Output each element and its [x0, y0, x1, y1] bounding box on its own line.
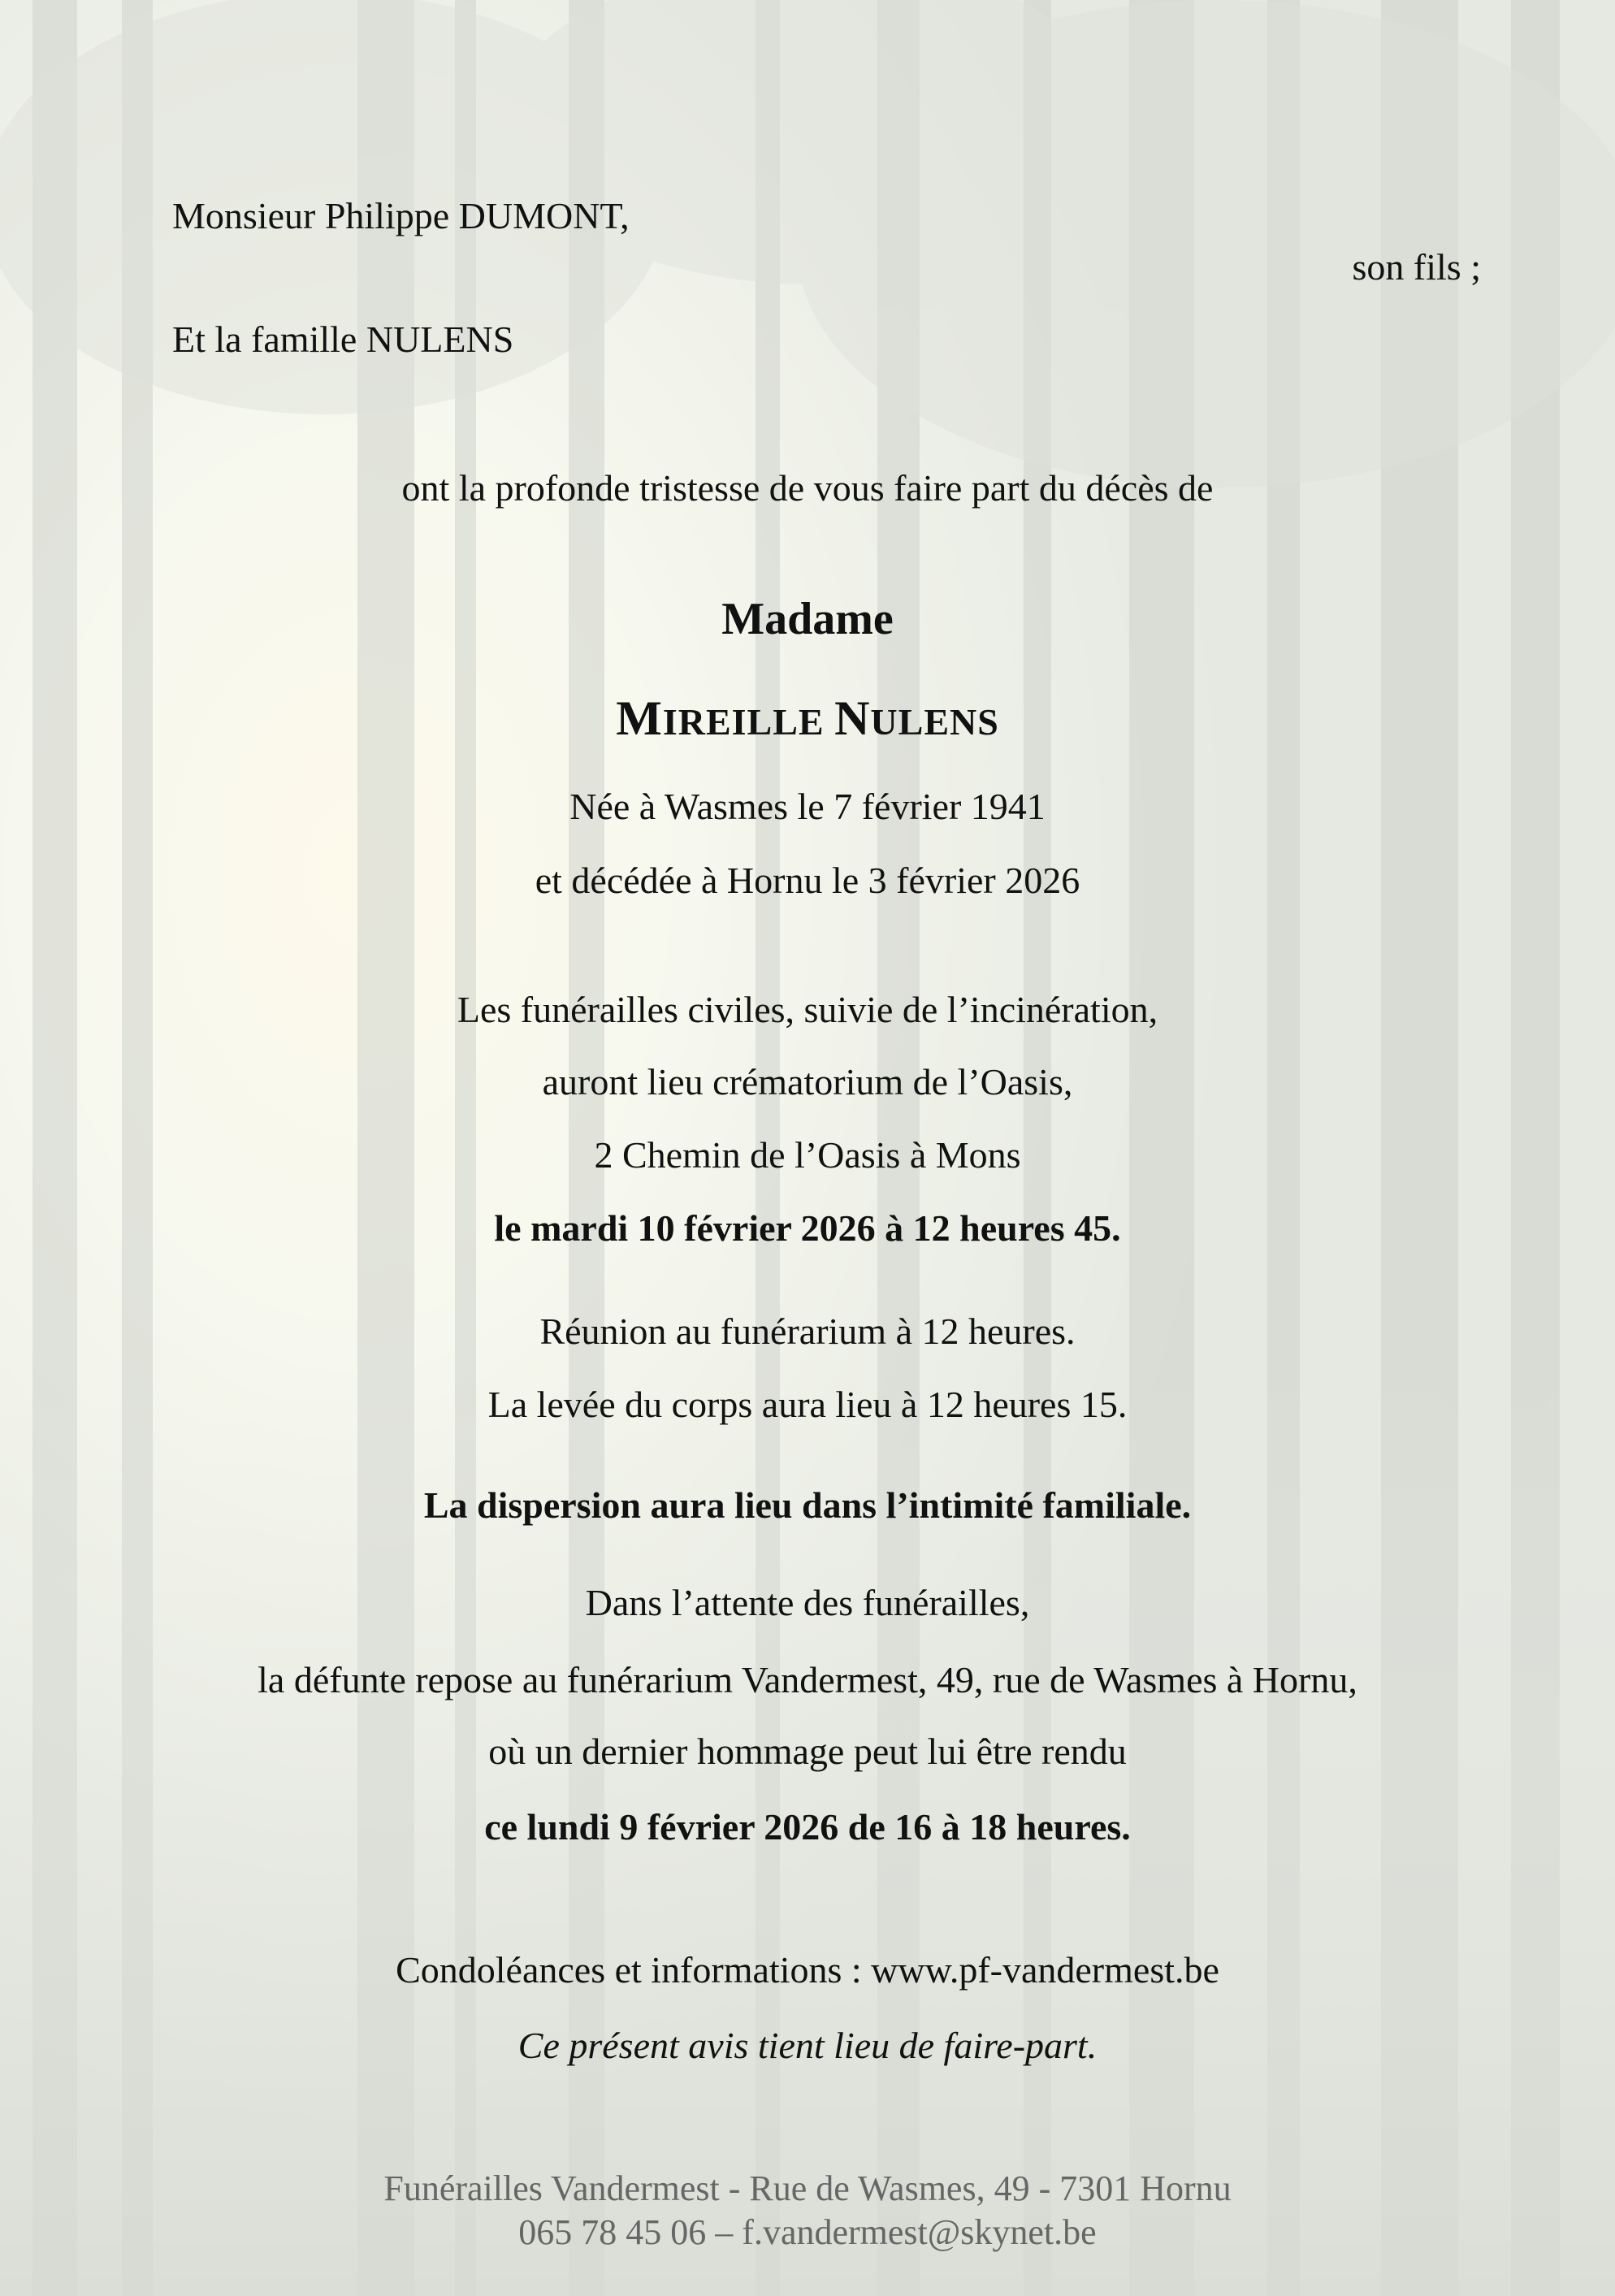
- meeting-line-1: Réunion au funérarium à 12 heures.: [539, 1310, 1076, 1352]
- meeting-line-2: La levée du corps aura lieu à 12 heures 15.: [487, 1384, 1128, 1425]
- dispersion-notice: La dispersion aura lieu dans l’intimité familiale.: [423, 1484, 1192, 1526]
- footer-address: Funérailles Vandermest - Rue de Wasmes, 49 - 7301 Hornu: [383, 2168, 1232, 2208]
- death-line: et décédée à Hornu le 3 février 2026: [535, 860, 1080, 901]
- faire-part-notice: Ce présent avis tient lieu de faire-part.: [517, 2025, 1098, 2066]
- deceased-name: MIREILLE NULENS: [616, 691, 999, 745]
- announcement-text: ont la profonde tristesse de vous faire part du décès de: [401, 467, 1214, 509]
- funeral-datetime: le mardi 10 février 2026 à 12 heures 45.: [494, 1207, 1121, 1249]
- funeral-line-1: Les funérailles civiles, suivie de l’incinération,: [457, 989, 1158, 1030]
- footer-contact: 065 78 45 06 – f.vandermest@skynet.be: [518, 2212, 1097, 2252]
- family-member-name: Monsieur Philippe DUMONT,: [172, 195, 630, 236]
- visitation-line-3: où un dernier hommage peut lui être rendu: [488, 1731, 1127, 1772]
- funeral-address: 2 Chemin de l’Oasis à Mons: [594, 1134, 1021, 1176]
- visitation-line-1: Dans l’attente des funérailles,: [585, 1582, 1030, 1623]
- funeral-line-2: auront lieu crématorium de l’Oasis,: [542, 1061, 1073, 1103]
- visitation-line-2: la défunte repose au funérarium Vandermest, 49, rue de Wasmes à Hornu,: [258, 1659, 1357, 1700]
- visitation-datetime: ce lundi 9 février 2026 de 16 à 18 heures.: [484, 1806, 1131, 1848]
- birth-line: Née à Wasmes le 7 février 1941: [569, 786, 1046, 827]
- condolences-line: Condoléances et informations : www.pf-vandermest.be: [396, 1949, 1219, 1991]
- deceased-title: Madame: [721, 594, 894, 644]
- family-member-relation: son fils ;: [1352, 246, 1481, 288]
- family-name: Et la famille NULENS: [172, 318, 514, 360]
